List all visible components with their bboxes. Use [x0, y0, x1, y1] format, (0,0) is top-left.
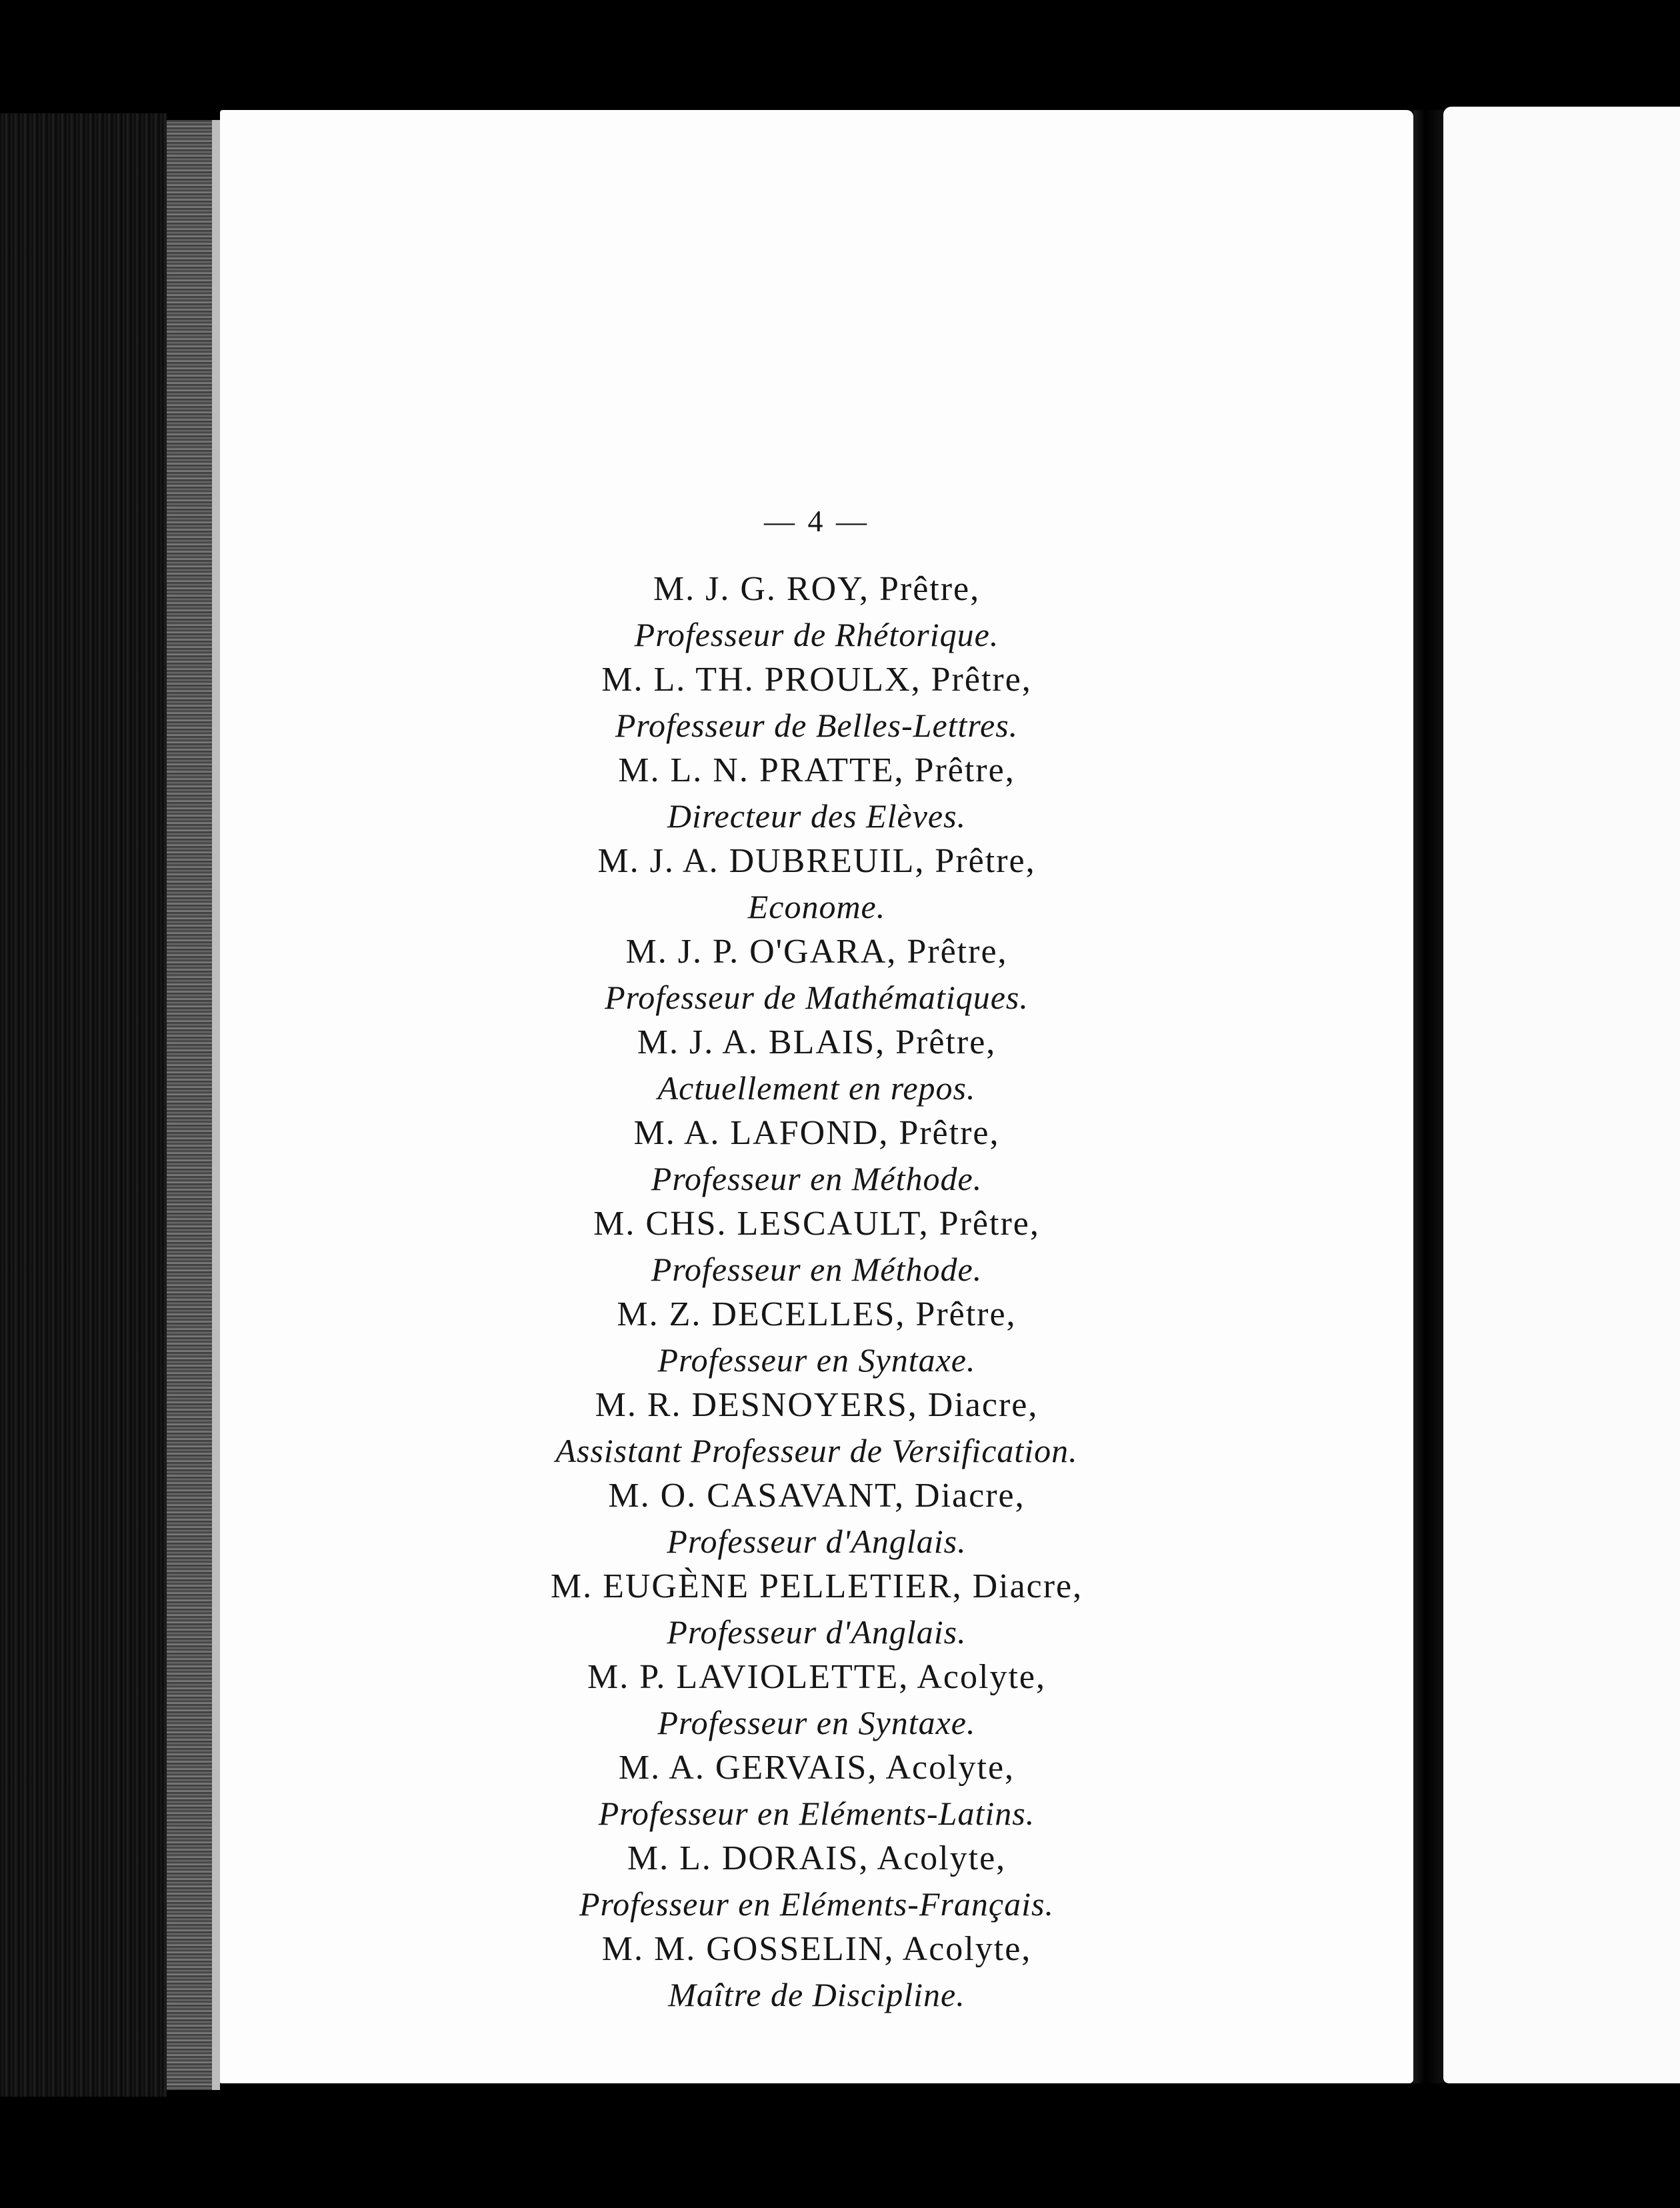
staff-entry	[220, 1836, 1413, 1927]
staff-role: Actuellement en repos.	[657, 1069, 976, 1107]
staff-name: M. L. DORAIS, Acolyte,	[627, 1839, 1007, 1877]
staff-name: M. L. TH. PROULX, Prêtre,	[601, 661, 1032, 699]
staff-entry	[220, 1473, 1413, 1564]
staff-role: Professeur en Syntaxe.	[657, 1341, 976, 1379]
staff-entry	[220, 1201, 1413, 1292]
staff-name: M. Z. DECELLES, Prêtre,	[617, 1295, 1017, 1333]
staff-role: Professeur en Méthode.	[651, 1251, 983, 1288]
staff-name: M. J. A. BLAIS, Prêtre,	[637, 1023, 997, 1061]
staff-entry	[220, 1655, 1413, 1745]
staff-entry	[220, 839, 1413, 929]
staff-role: Professeur d'Anglais.	[667, 1523, 967, 1560]
staff-entry	[220, 657, 1413, 748]
staff-role: Professeur de Belles-Lettres.	[615, 707, 1019, 744]
staff-role: Directeur des Elèves.	[667, 797, 967, 835]
staff-role: Assistant Professeur de Versification.	[555, 1432, 1078, 1469]
staff-name: M. EUGÈNE PELLETIER, Diacre,	[550, 1567, 1083, 1605]
staff-name: M. L. N. PRATTE, Prêtre,	[618, 751, 1015, 789]
staff-entry	[220, 1111, 1413, 1201]
scanned-page	[220, 110, 1413, 2083]
staff-role: Professeur de Mathématiques.	[605, 979, 1029, 1016]
facing-page-edge	[1443, 107, 1680, 2083]
staff-entry	[220, 1383, 1413, 1473]
staff-role: Professeur en Méthode.	[651, 1160, 983, 1197]
staff-name: M. R. DESNOYERS, Diacre,	[595, 1386, 1039, 1424]
staff-entry	[220, 1927, 1413, 2017]
book-binding	[0, 113, 167, 2097]
staff-name: M. J. A. DUBREUIL, Prêtre,	[597, 842, 1036, 880]
staff-entry	[220, 748, 1413, 839]
staff-role: Professeur en Eléments-Latins.	[598, 1795, 1035, 1832]
staff-role: Professeur en Eléments-Français.	[579, 1885, 1054, 1923]
staff-name: M. J. P. O'GARA, Prêtre,	[625, 933, 1008, 971]
staff-name: M. P. LAVIOLETTE, Acolyte,	[587, 1658, 1046, 1696]
staff-role: Professeur d'Anglais.	[667, 1613, 967, 1651]
staff-entry	[220, 1292, 1413, 1383]
page-number: — 4 —	[764, 504, 869, 538]
staff-entry	[220, 1020, 1413, 1111]
staff-role: Professeur en Syntaxe.	[657, 1704, 976, 1741]
staff-name: M. M. GOSSELIN, Acolyte,	[601, 1930, 1032, 1968]
staff-entry	[220, 1564, 1413, 1655]
staff-name: M. CHS. LESCAULT, Prêtre,	[593, 1205, 1040, 1243]
staff-entry	[220, 929, 1413, 1020]
staff-role: Professeur de Rhétorique.	[634, 616, 999, 653]
staff-name: M. J. G. ROY, Prêtre,	[653, 570, 981, 608]
staff-role: Maître de Discipline.	[668, 1976, 965, 2013]
page-stack-edge	[167, 120, 220, 2090]
page-content	[220, 110, 1413, 2083]
staff-entry	[220, 1745, 1413, 1836]
staff-name: M. O. CASAVANT, Diacre,	[608, 1477, 1025, 1515]
staff-role: Econome.	[747, 888, 886, 925]
page-gutter	[1413, 110, 1443, 2083]
staff-list	[220, 567, 1413, 2017]
staff-name: M. A. GERVAIS, Acolyte,	[618, 1749, 1015, 1787]
staff-entry	[220, 567, 1413, 657]
staff-name: M. A. LAFOND, Prêtre,	[633, 1114, 1000, 1152]
